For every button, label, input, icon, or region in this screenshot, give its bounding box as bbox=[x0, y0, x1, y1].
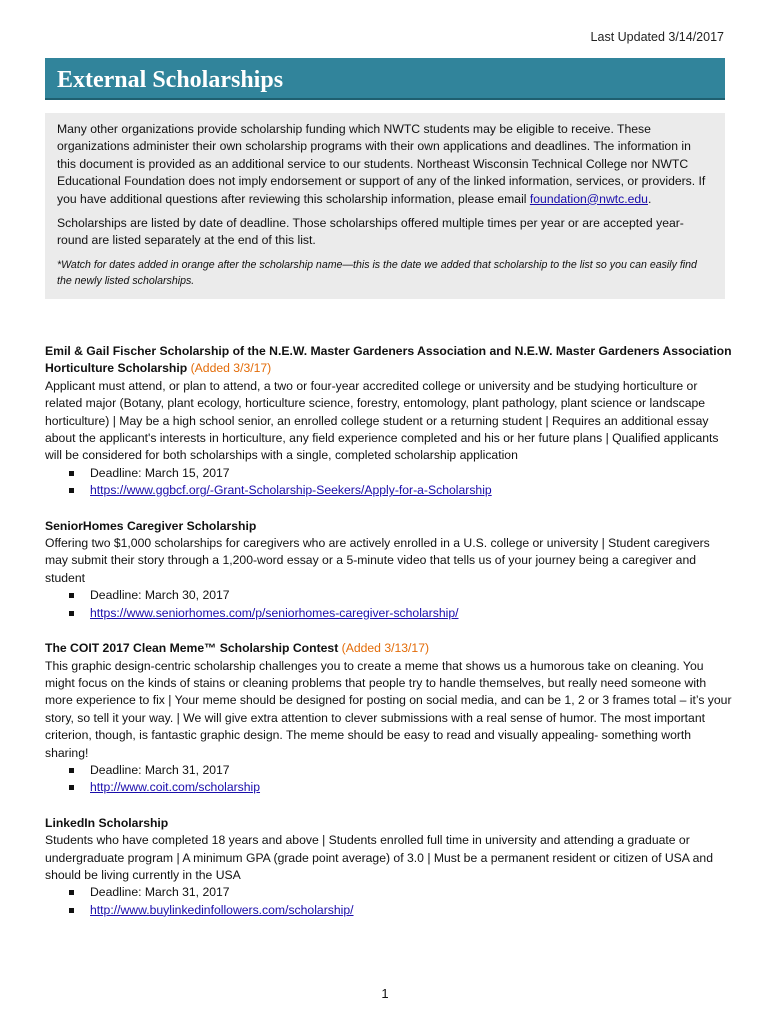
scholarship-link[interactable]: http://www.coit.com/scholarship bbox=[90, 780, 261, 795]
scholarship-description: Offering two $1,000 scholarships for caregivers who are actively enrolled in a U.S. college or university | Student caregivers may submit their story through a 1,200-word essay or a 5-minute video that tells us of your journey being a caregiver and student bbox=[45, 536, 710, 585]
intro-text: Many other organizations provide scholarship funding which NWTC students may be eligible to receive. These organizations administer their own scholarship programs with their own applications and deadlines. The information in this document is provided as an additional service to our students. Northeast Wisconsin Technical College nor NWTC Educational Foundation does not imply endorsement or support of any of the linked information, services, or providers. If you have additional questions after reviewing this scholarship information, please email bbox=[57, 122, 706, 206]
scholarship-list bbox=[45, 343, 735, 937]
added-date: (Added 3/3/17) bbox=[190, 361, 272, 376]
scholarship-description: Students who have completed 18 years and above | Students enrolled full time in university and attending a graduate or undergraduate program | A minimum GPA (grade point average) of 3.0 | Must be a permanent resident or citizen of USA and should be living currently in the USA bbox=[45, 833, 713, 882]
scholarship-details bbox=[45, 465, 735, 500]
intro-box bbox=[45, 113, 725, 299]
scholarship-description: Applicant must attend, or plan to attend, a two or four-year accredited college or university and be studying horticulture or related major (Botany, plant ecology, horticulture science, forestry, entomology, plant pathology, plant science or landscape horticulture) | May be a high school senior, an enrolled college student or a returning student | Requires an additional essay about the applicant's interests in horticulture, any field experience completed and his or her future plans | Qualified applicants will be considered for both scholarships with a single, completed scholarship application bbox=[45, 378, 719, 463]
scholarship-title bbox=[45, 343, 735, 378]
orange-date-note: *Watch for dates added in orange after the scholarship name—this is the date we added that scholarship to the list so you can easily find the newly listed scholarships. bbox=[57, 258, 697, 287]
scholarship-entry bbox=[45, 518, 735, 622]
link-item bbox=[90, 605, 735, 622]
scholarship-details bbox=[45, 587, 735, 622]
scholarship-details bbox=[45, 762, 735, 797]
scholarship-entry bbox=[45, 640, 735, 797]
scholarship-link[interactable]: https://www.ggbcf.org/-Grant-Scholarship-Seekers/Apply-for-a-Scholarship bbox=[90, 483, 492, 498]
scholarship-title-text: SeniorHomes Caregiver Scholarship bbox=[45, 518, 257, 533]
last-updated-date: Last Updated 3/14/2017 bbox=[590, 30, 724, 44]
deadline-item: Deadline: March 15, 2017 bbox=[90, 465, 735, 482]
title-banner bbox=[45, 58, 725, 100]
scholarship-entry bbox=[45, 815, 735, 919]
scholarship-title bbox=[45, 518, 735, 535]
foundation-email-link[interactable]: foundation@nwtc.edu bbox=[529, 191, 648, 206]
deadline-item: Deadline: March 30, 2017 bbox=[90, 587, 735, 604]
listing-order-paragraph: Scholarships are listed by date of deadline. Those scholarships offered multiple times per year or are accepted year-round are listed separately at the end of this list. bbox=[57, 216, 684, 248]
scholarship-entry bbox=[45, 343, 735, 500]
intro-paragraph: Many other organizations provide scholarship funding which NWTC students may be eligible to receive. These organizations administer their own scholarship programs with their own applications and deadlines. The information in this document is provided as an additional service to our students. Northeast Wisconsin Technical College nor NWTC Educational Foundation does not imply endorsement or support of any of the linked information, services, or providers. If you have additional questions after reviewing this scholarship information, please email foundation@nwtc.edu. bbox=[57, 122, 706, 206]
link-item bbox=[90, 779, 735, 796]
scholarship-description: This graphic design-centric scholarship challenges you to create a meme that shows us a humorous take on cleaning. You might focus on the kinds of stains or cleaning problems that people try to handle themselves, but really need someone with more experience to fix | Your meme should be designed for posting on social media, and can be 1, 2 or 3 frames total – it’s your story, so tell it your way. | We will give extra attention to clever submissions with a real sense of humor. The most important criterion, though, is fantastic graphic design. The meme should be easy to read and visually appealing- something worth sharing! bbox=[45, 658, 732, 760]
link-item bbox=[90, 482, 735, 499]
scholarship-title bbox=[45, 640, 735, 657]
page-number: 1 bbox=[381, 986, 389, 1001]
scholarship-details bbox=[45, 884, 735, 919]
scholarship-link[interactable]: http://www.buylinkedinfollowers.com/scholarship/ bbox=[90, 902, 354, 917]
page-title: External Scholarships bbox=[57, 67, 284, 93]
deadline-item: Deadline: March 31, 2017 bbox=[90, 884, 735, 901]
added-date: (Added 3/13/17) bbox=[341, 641, 430, 656]
scholarship-title-text: Emil & Gail Fischer Scholarship of the N.E.W. Master Gardeners Association and N.E.W. Master Gardeners Association Horticulture Scholarship bbox=[45, 344, 732, 376]
link-item bbox=[90, 902, 735, 919]
scholarship-title-text: LinkedIn Scholarship bbox=[45, 815, 169, 830]
scholarship-link[interactable]: https://www.seniorhomes.com/p/seniorhomes-caregiver-scholarship/ bbox=[90, 605, 459, 620]
scholarship-title-text: The COIT 2017 Clean Meme™ Scholarship Contest bbox=[45, 641, 339, 656]
deadline-item: Deadline: March 31, 2017 bbox=[90, 762, 735, 779]
scholarship-title bbox=[45, 815, 735, 832]
